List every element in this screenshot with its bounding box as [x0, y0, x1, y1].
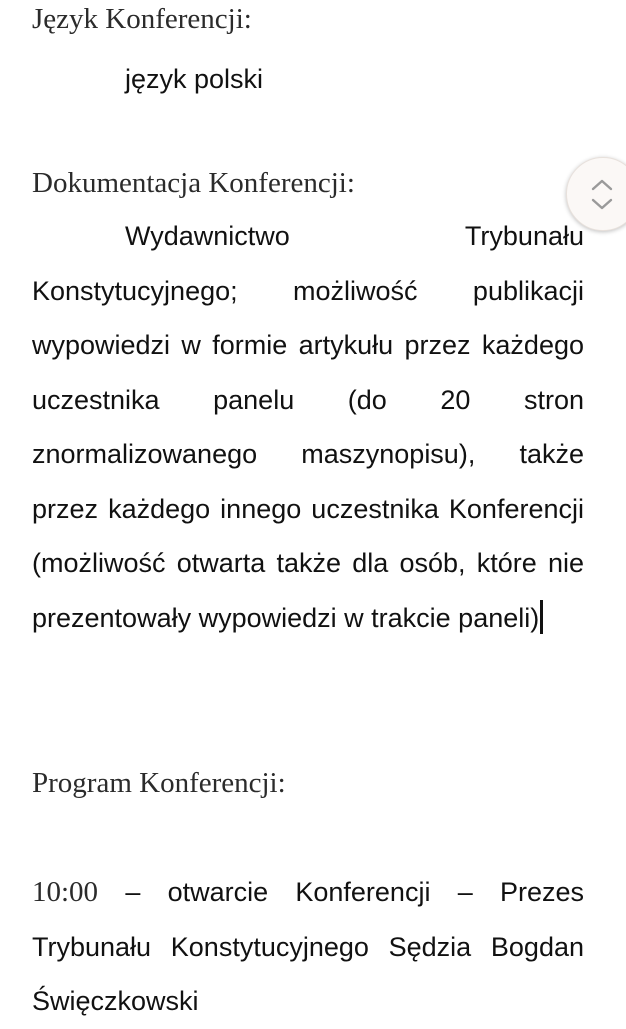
language-value: język polski — [125, 64, 264, 94]
chevron-up-down-icon — [587, 174, 617, 214]
documentation-text: Wydawnictwo Trybunału Konstytucyjnego; możliwość publikacji wypowiedzi w formie artykułu przez każdego uczestnika panelu (do 20 stron znormalizowanego maszynopisu), także przez każdego innego uczestnika Konferencji (możliwość otwarta także dla osób, które nie prezentowały wypowiedzi w trakcie paneli) — [32, 221, 584, 633]
documentation-label: Dokumentacja Konferencji: — [32, 167, 355, 199]
program-item-time: 10:00 — [32, 876, 99, 908]
language-label: Język Konferencji: — [32, 3, 252, 35]
documentation-value[interactable] — [32, 209, 584, 645]
program-item-text: – otwarcie Konferencji – Prezes Trybunału Konstytucyjnego Sędzia Bogdan Święczkowski — [32, 877, 584, 1016]
program-label: Program Konferencji: — [32, 767, 286, 799]
text-cursor — [540, 600, 543, 634]
program-item — [32, 865, 584, 1029]
